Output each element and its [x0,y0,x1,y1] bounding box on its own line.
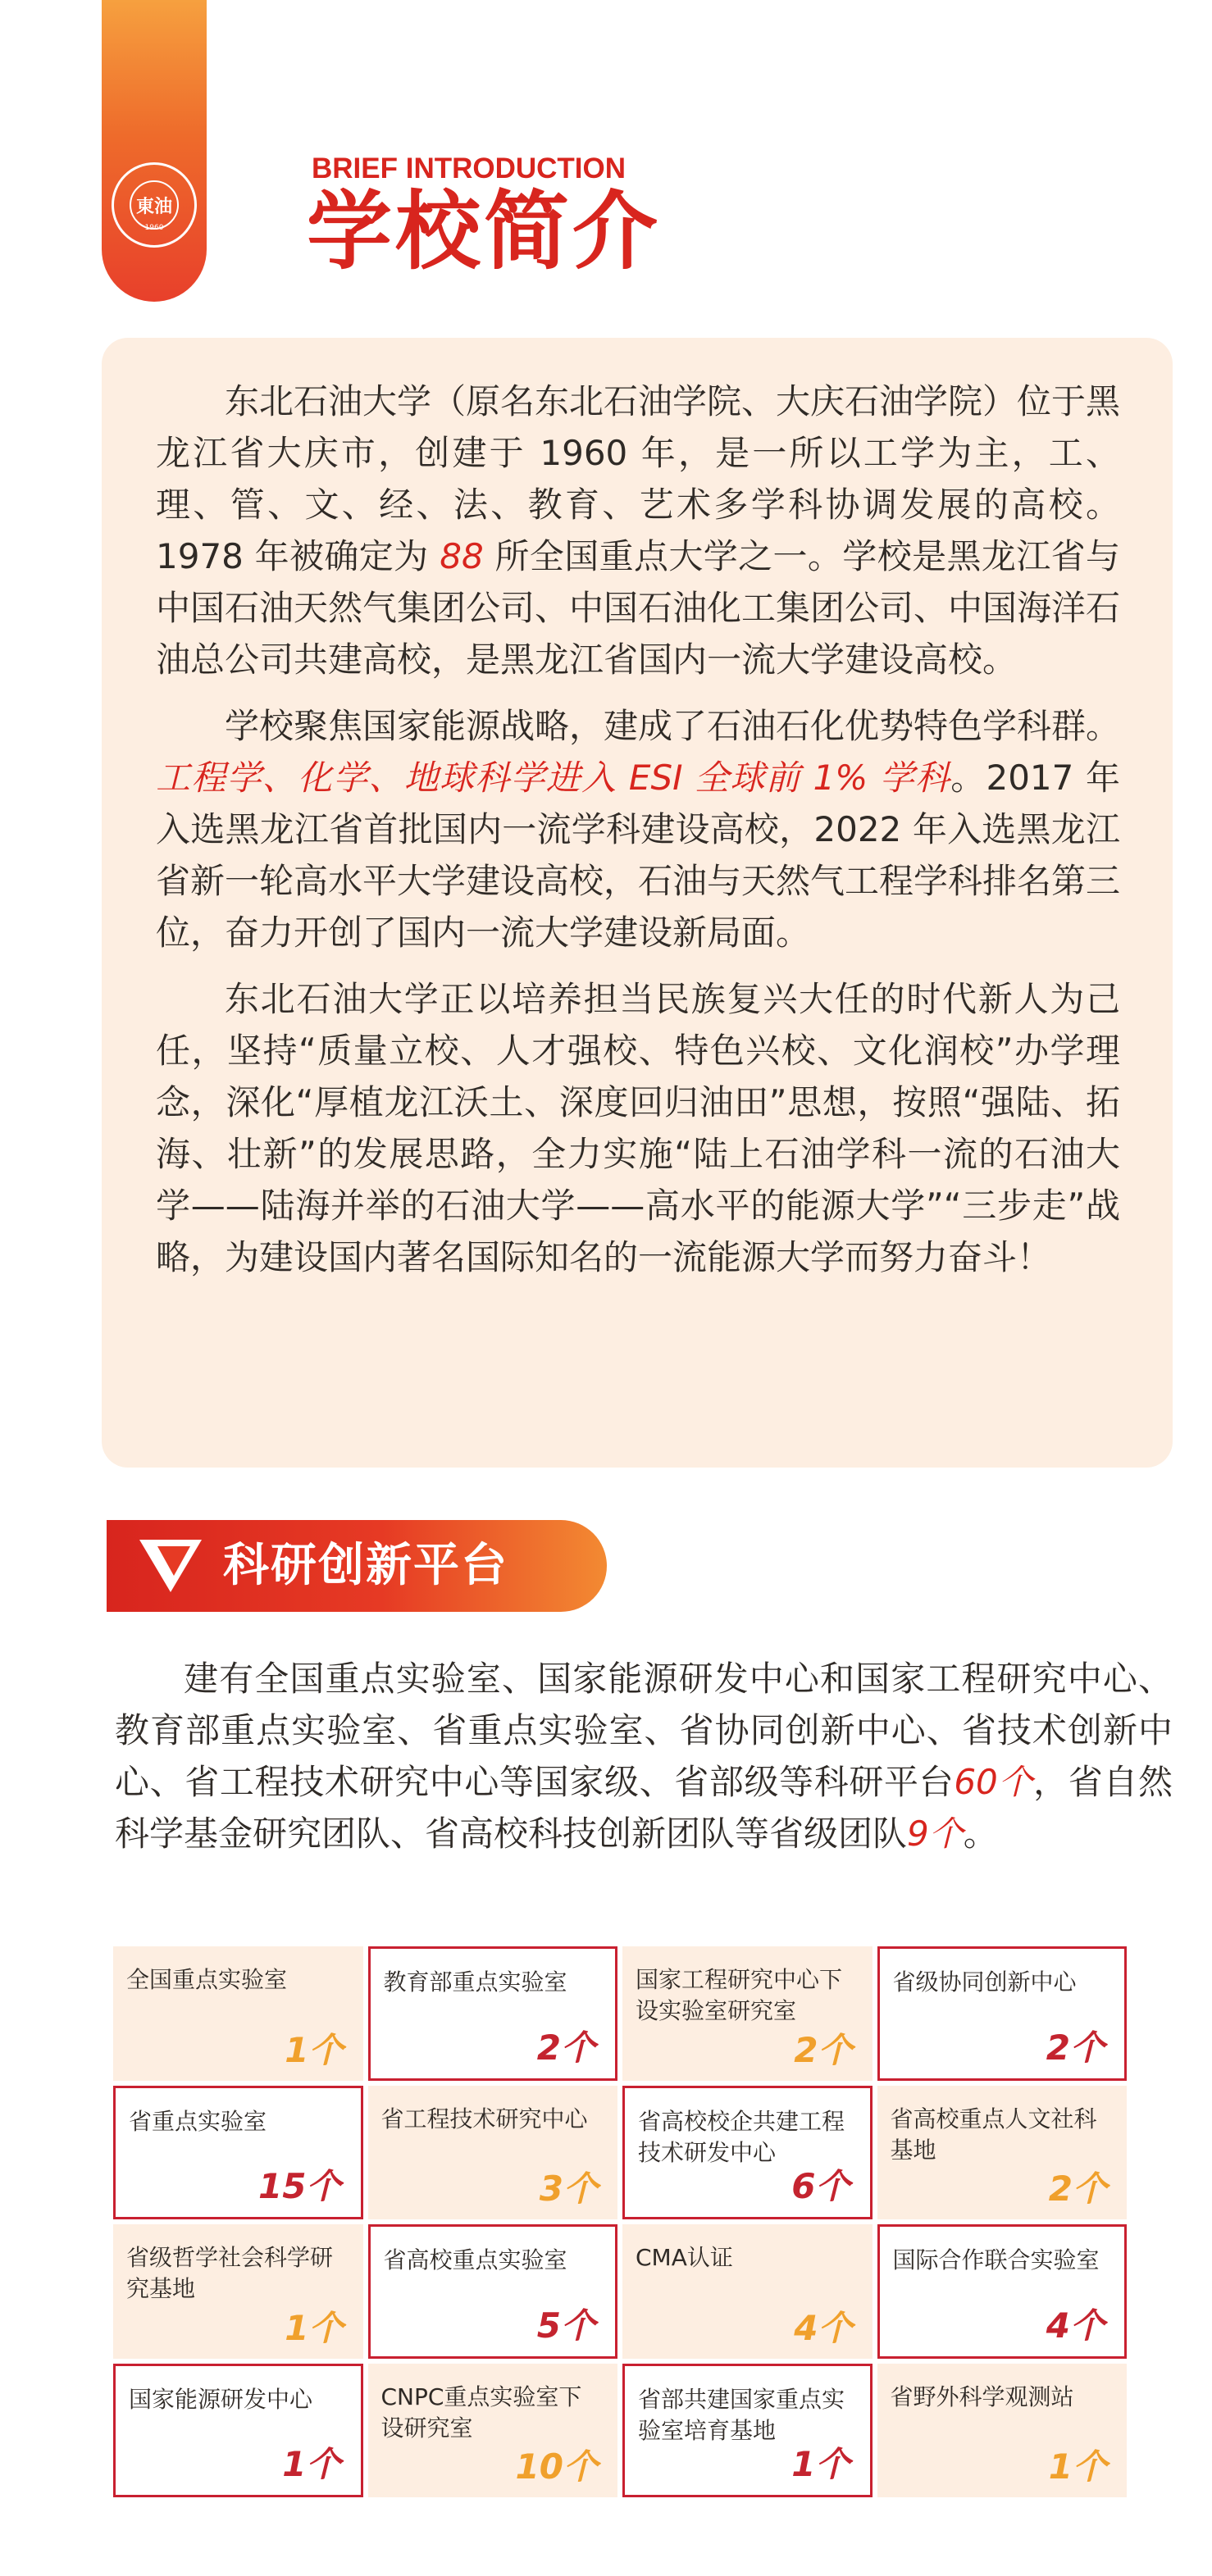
platform-count: 4个 [1046,2305,1105,2346]
platform-card [622,1946,873,2081]
platform-label: 国家能源研发中心 [129,2385,313,2413]
platform-count: 6个 [791,2166,850,2206]
platform-card [113,2086,363,2220]
intro-p1-highlight: 88 [440,536,484,576]
triangle-arrow-icon [139,1540,202,1592]
platform-label: 教育部重点实验室 [383,1968,567,1996]
research-text-a: 建有全国重点实验室、国家能源研发中心和国家工程研究中心、教育部重点实验室、省重点实验室、省协同创新中心、省技术创新中心、省工程技术研究中心等国家级、省部级等科研平台 [115,1659,1173,1802]
platform-count: 1个 [282,2444,341,2484]
platform-count: 1个 [791,2444,850,2484]
platform-label: 国际合作联合实验室 [892,2246,1100,2273]
platform-card [368,1946,618,2081]
platform-label: 国家工程研究中心下设实验室研究室 [636,1966,843,2024]
platform-label: 省重点实验室 [129,2107,267,2135]
platform-count: 1个 [1048,2446,1107,2487]
platform-card [622,2224,873,2359]
seal-emblem: 東油 [130,180,179,230]
platform-count-highlight: 60个 [954,1762,1034,1802]
platform-count: 3个 [539,2169,598,2209]
research-text-b: ，省自然科学基金研究团队、省高校科技创新团队等省级团队 [115,1762,1173,1854]
intro-p2-text-b: 。2017 年入选黑龙江省首批国内一流学科建设高校，2022 年入选黑龙江省新一轮高水平大学建设高校，石油与天然气工程学科排名第三位，奋力开创了国内一流大学建设新局面。 [156,758,1121,953]
platform-label: 省级哲学社会科学研究基地 [126,2244,334,2302]
research-text-c: 。 [963,1814,998,1854]
platform-card [113,1946,363,2081]
university-seal-logo [112,162,197,248]
platform-card [622,2364,873,2498]
platform-count: 2个 [1046,2027,1105,2068]
section-title: 科研创新平台 [223,1539,508,1592]
intro-p1-text-b: 所全国重点大学之一。学校是黑龙江省与中国石油天然气集团公司、中国石油化工集团公司、中国海洋石油总公司共建高校，是黑龙江省国内一流大学建设高校。 [156,536,1121,680]
platform-label: 省部共建国家重点实验室培育基地 [638,2385,845,2444]
intro-p2-highlight: 工程学、化学、地球科学进入 ESI 全球前 1% 学科 [156,758,951,798]
platform-card [368,2086,618,2220]
platform-count: 2个 [536,2027,595,2068]
team-count-highlight: 9个 [907,1814,964,1854]
intro-paragraph-2 [156,700,1120,958]
platform-card [368,2224,618,2359]
platform-label: 全国重点实验室 [126,1966,288,1993]
platform-label: 省级协同创新中心 [892,1968,1077,1996]
research-text [115,1653,1173,1859]
platform-count: 5个 [536,2305,595,2346]
intro-p2-text-a: 学校聚焦国家能源战略，建成了石油石化优势特色学科群。 [225,706,1121,746]
platform-label: 省工程技术研究中心 [380,2105,588,2132]
platform-count: 1个 [285,2029,344,2070]
platform-card [877,2364,1128,2498]
intro-paragraph-1 [156,375,1120,685]
platform-label: CNPC重点实验室下设研究室 [380,2383,582,2442]
research-section-banner [107,1520,607,1612]
intro-p1-text-a: 东北石油大学（原名东北石油学院、大庆石油学院）位于黑龙江省大庆市，创建于 1960 年，是一所以工学为主，工、理、管、文、经、法、教育、艺术多学科协调发展的高校。1978 年被确定为 [156,381,1121,576]
platform-label: 省高校校企共建工程技术研发中心 [638,2107,845,2166]
header-ribbon [102,0,207,302]
platform-count: 15个 [258,2166,341,2206]
platform-label: 省高校重点实验室 [383,2246,567,2273]
platform-card [113,2224,363,2359]
page-title: 学校简介 [307,181,662,281]
platform-count: 2个 [794,2029,853,2070]
brief-introduction-label: BRIEF INTRODUCTION [312,152,627,184]
platform-label: 省高校重点人文社科基地 [890,2105,1097,2164]
platform-grid [113,1946,1127,2497]
platform-count: 1个 [285,2307,344,2348]
intro-text [156,375,1120,1298]
platform-count: 4个 [794,2307,853,2348]
seal-year: 1960 [144,224,164,232]
platform-label: CMA认证 [636,2244,733,2271]
platform-card [368,2364,618,2498]
platform-card [877,2086,1128,2220]
research-paragraph [115,1653,1173,1859]
platform-card [622,2086,873,2220]
platform-count: 10个 [515,2446,598,2487]
platform-label: 省野外科学观测站 [890,2383,1074,2410]
platform-card [113,2364,363,2498]
platform-card [877,2224,1128,2359]
intro-paragraph-3: 东北石油大学正以培养担当民族复兴大任的时代新人为己任，坚持“质量立校、人才强校、特色兴校、文化润校”办学理念，深化“厚植龙江沃土、深度回归油田”思想，按照“强陆、拓海、壮新”的发展思路，全力实施“陆上石油学科一流的石油大学——陆海并举的石油大学——高水平的能源大学”“三步走”战略，为建设国内著名国际知名的一流能源大学而努力奋斗！ [156,979,1120,1277]
platform-count: 2个 [1048,2169,1107,2209]
platform-card [877,1946,1128,2081]
